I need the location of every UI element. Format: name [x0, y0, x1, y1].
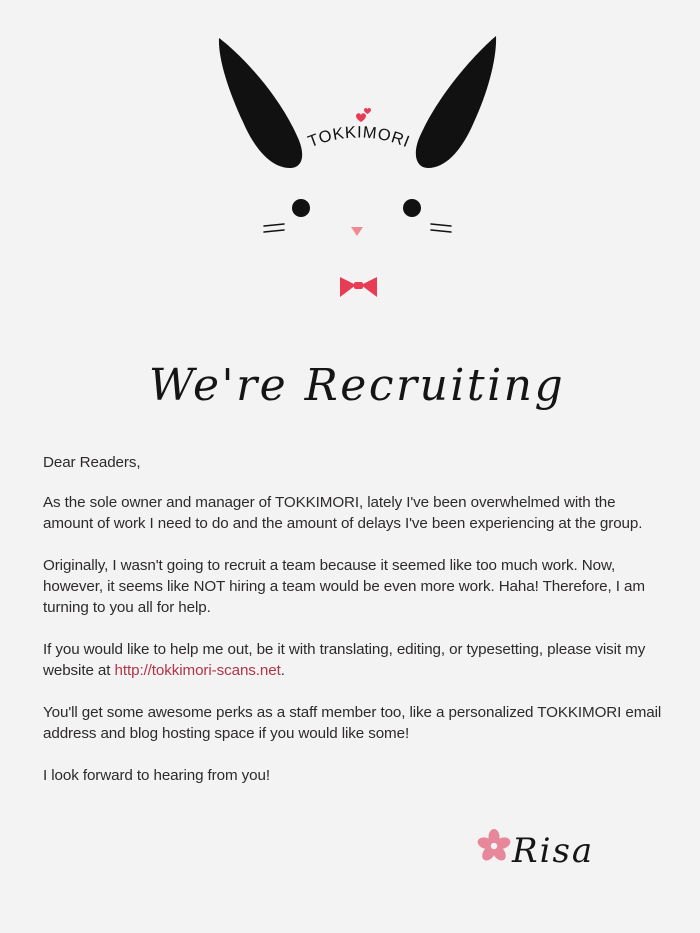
letter-paragraph-3 — [43, 639, 668, 681]
letter-greeting: Dear Readers, — [43, 454, 141, 471]
nose-icon — [351, 227, 363, 236]
letter-paragraph-4: You'll get some awesome perks as a staff member too, like a personalized TOKKIMORI email address and blog hosting space if you would like some! — [43, 704, 662, 742]
tokkimori-bunny-logo — [0, 0, 700, 320]
right-ear-icon — [416, 36, 496, 168]
left-eye-icon — [292, 199, 310, 217]
right-whiskers-icon — [431, 224, 451, 232]
right-eye-icon — [403, 199, 421, 217]
bowtie-icon — [340, 277, 377, 297]
headline-banner — [0, 340, 700, 430]
heart-icon — [356, 113, 366, 122]
cherry-blossom-icon — [476, 829, 512, 863]
letter-paragraph-3-end: . — [280, 662, 285, 679]
letter-paragraph-2: Originally, I wasn't going to recruit a team because it seemed like too much work. Now, however, it seems like NOT hiring a team would be even more work. Haha! Therefore, I am turning to you all for help. — [43, 557, 645, 616]
letter-closing: I look forward to hearing from you! — [43, 767, 270, 784]
letter-paragraph-3-text: If you would like to help me out, be it with translating, editing, or typesetting, please visit my website at — [43, 641, 646, 679]
left-ear-icon — [219, 38, 302, 168]
left-whiskers-icon — [264, 224, 284, 232]
signature — [470, 818, 650, 888]
letter-body — [43, 452, 668, 807]
website-link[interactable]: http://tokkimori-scans.net — [114, 662, 281, 679]
heart-small-icon — [364, 108, 371, 114]
corner-mark: · — [26, 841, 28, 847]
headline-title: We're Recruiting — [148, 360, 566, 411]
letter-paragraph-1: As the sole owner and manager of TOKKIMORI, lately I've been overwhelmed with the amount of work I need to do and the amount of delays I've been experiencing at the group. — [43, 494, 643, 532]
signature-name: Risa — [512, 831, 595, 871]
logo-wordmark: TOKKIMORI — [305, 123, 413, 152]
